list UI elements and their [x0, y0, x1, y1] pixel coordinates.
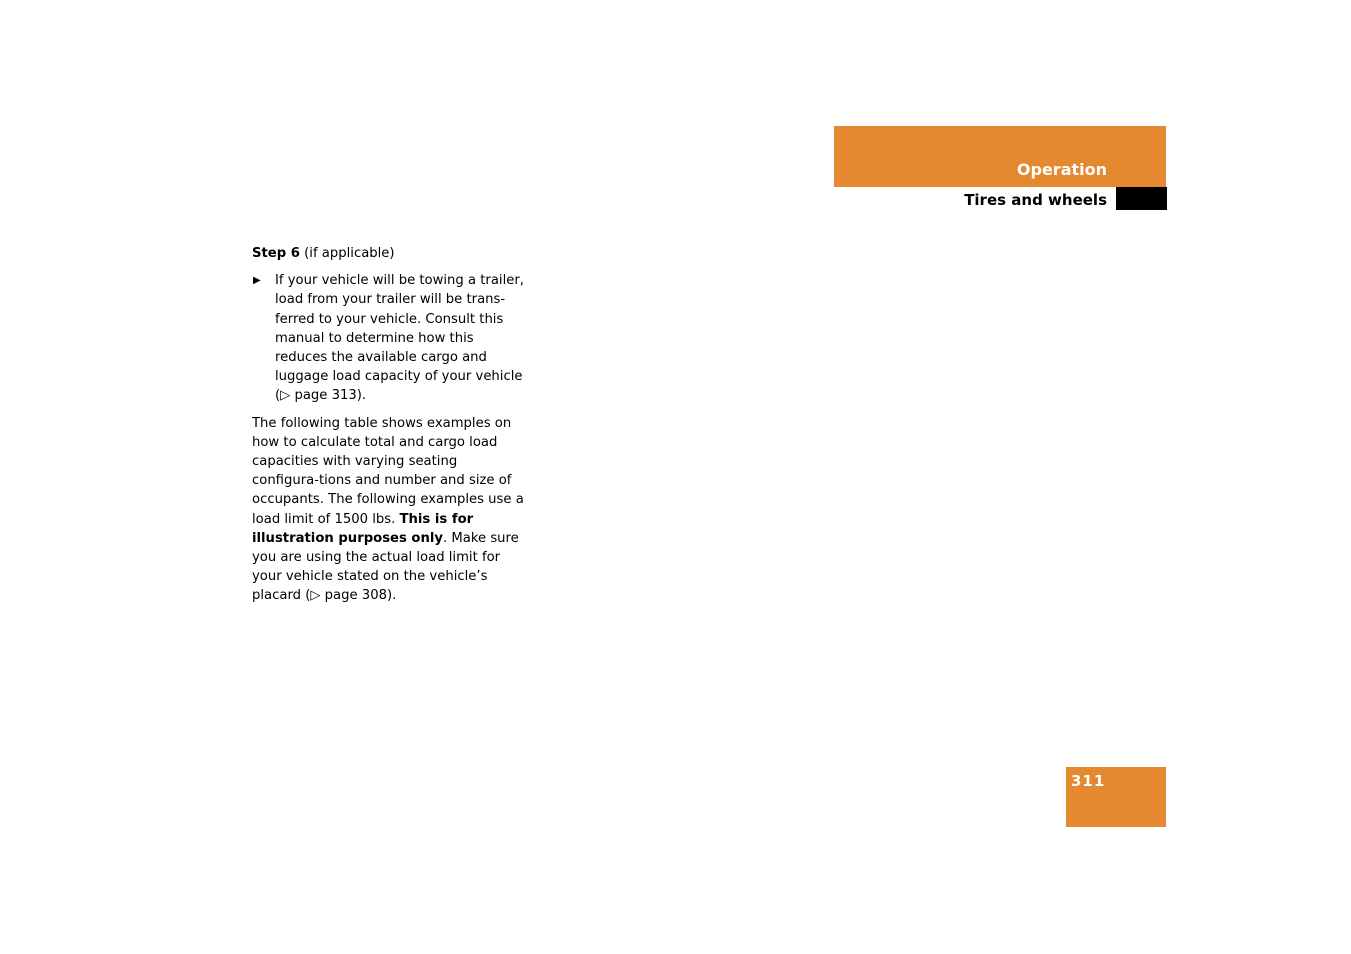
- paragraph-part-2: . Make sure you are using the actual load limit for your vehicle stated on the vehicle’s placard (▷ page 308).: [252, 530, 519, 604]
- paragraph-part-1: The following table shows examples on how to calculate total and cargo load capacities with varying seating configura-tions and number and size of occupants. The following examples use a load limit of 1500 lbs.: [252, 415, 524, 527]
- paragraph: [252, 414, 527, 606]
- header-bar: [834, 126, 1166, 187]
- section-tab-marker: [1116, 187, 1167, 210]
- bullet-text: If your vehicle will be towing a trailer, load from your trailer will be trans-ferred to your vehicle. Consult this manual to determine how this reduces the available cargo and luggage load capacity of your vehicle (▷ page 313).: [275, 273, 524, 404]
- subsection-title: Tires and wheels: [964, 191, 1107, 209]
- list-item: [252, 271, 527, 405]
- body-text: [252, 244, 527, 606]
- section-title: Operation: [1016, 160, 1107, 179]
- step-label: Step 6: [252, 246, 300, 261]
- page-number: 311: [1071, 772, 1106, 790]
- paragraph-emphasis: This is for illustration purposes only: [252, 511, 474, 546]
- step-heading: [252, 244, 527, 263]
- step-note: (if applicable): [299, 246, 395, 261]
- triangle-right-icon: ▶: [253, 275, 261, 287]
